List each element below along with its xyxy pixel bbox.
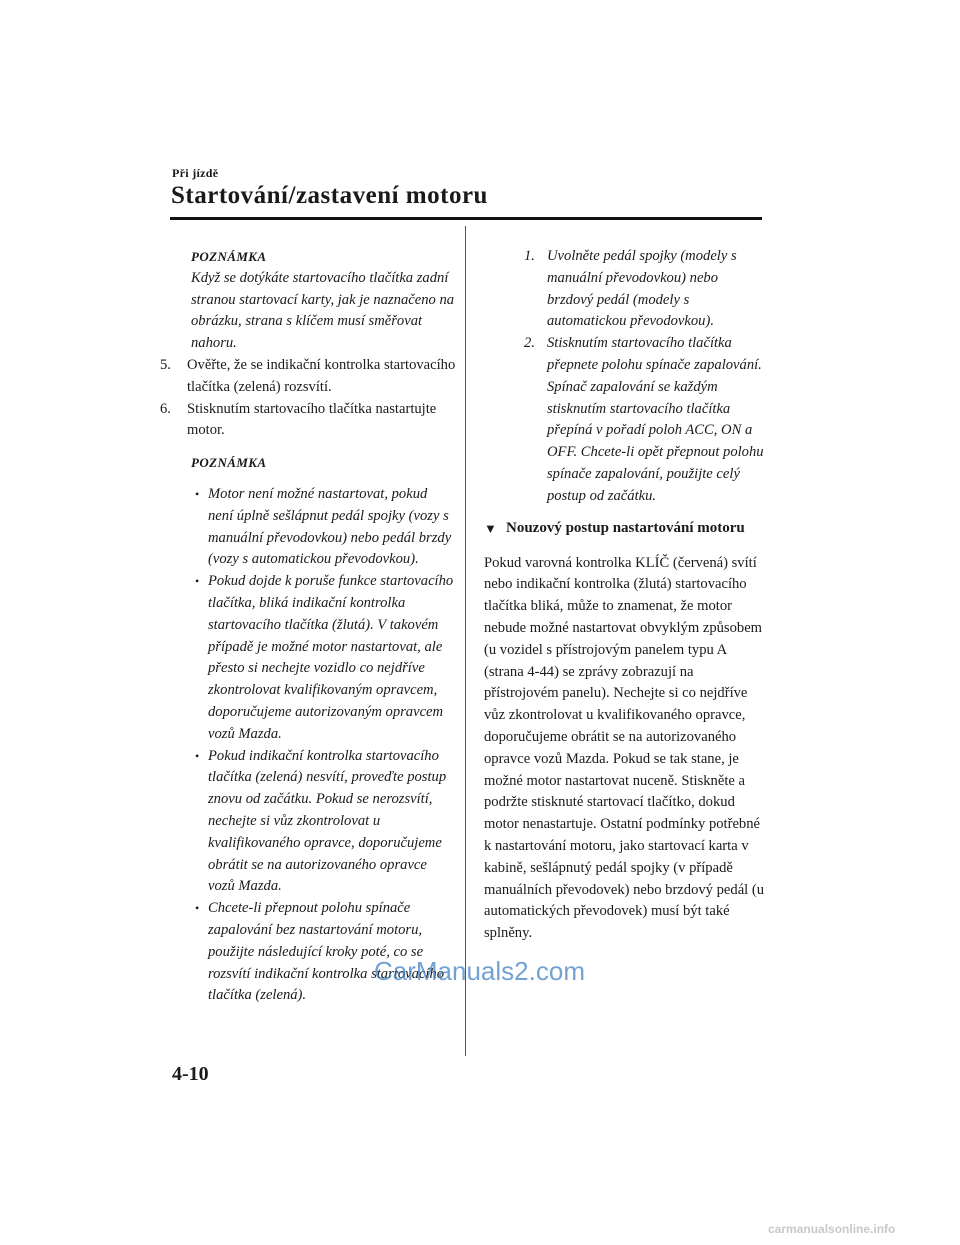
step-text: Ověřte, že se indikační kontrolka startovacího tlačítka (zelená) rozsvítí. [187, 356, 456, 395]
note-block [160, 452, 456, 474]
bullet-dot-icon: • [195, 574, 200, 589]
note-text: Když se dotýkáte startovacího tlačítka zadní stranou startovací karty, jak je naznačeno na obrázku, strana s klíčem musí směřovat nahoru. [191, 269, 455, 352]
bullet-text: Chcete-li přepnout polohu spínače zapalování bez nastartování motoru, použijte následující kroky poté, co se rozsvítí indikační kontrolka startovacího tlačítka (zelená). [208, 900, 445, 1004]
subheading-text: Nouzový postup nastartování motoru [506, 519, 745, 536]
column-divider [465, 226, 466, 1056]
note-bullet [191, 571, 456, 745]
note-bullet [191, 746, 456, 899]
bullet-dot-icon: • [195, 748, 200, 763]
step-item [160, 399, 456, 443]
title-rule [170, 217, 762, 220]
bullet-dot-icon: • [195, 486, 200, 501]
bullet-text: Motor není možné nastartovat, pokud není úplně sešlápnut pedál spojky (vozy s manuální převodovkou) nebo pedál brzdy (vozy s automatickou převodovkou). [208, 485, 452, 568]
step-item [160, 355, 456, 399]
bullet-text: Pokud dojde k poruše funkce startovacího tlačítka, bliká indikační kontrolka startovacího tlačítka (žlutá). V takovém případě je možné motor nastartovat, ale přesto si nechejte vozidlo co nejdříve zkontrolovat kvalifikovaným opravcem, doporučujeme autorizovaným opravcem vozů Mazda. [208, 573, 454, 742]
page-title: Startování/zastavení motoru [171, 182, 488, 209]
note-bullet [191, 898, 456, 1007]
left-column [160, 246, 456, 1007]
note-bullet [191, 484, 456, 571]
step-number: 5. [160, 356, 171, 373]
sub-step-text: Stisknutím startovacího tlačítka přepnete polohu spínače zapalování. Spínač zapalování se každým stisknutím startovacího tlačítka přepíná v pořadí poloh ACC, ON a OFF. Chcete-li opět přepnout polohu spínače zapalování, použijte celý postup od začátku. [547, 335, 764, 504]
sub-step-number: 2. [524, 335, 535, 352]
note-heading: POZNÁMKA [191, 455, 267, 471]
watermark-logo: CarManuals2.com [374, 956, 585, 986]
step-number: 6. [160, 400, 171, 417]
body-paragraph: Pokud varovná kontrolka KLÍČ (červená) svítí nebo indikační kontrolka (žlutá) startovacího tlačítka bliká, může to znamenat, že motor nebude možné nastartovat obvyklým způsobem (u vozidel s přístrojovým panelem typu A (strana 4-44) se zprávy zobrazují na přístrojovém panelu). Nechejte si co nejdříve vůz zkontrolovat u kvalifikovaného opravce, doporučujeme obrátit se na autorizovaného opravce vozů Mazda. Pokud se tak stane, je možné motor nastartovat nuceně. Stiskněte a podržte stisknuté startovací tlačítko, dokud motor nenastartuje. Ostatní podmínky potřebné k nastartování motoru, jako startovací karta v kabině, sešlápnutý pedál spojky (v případě manuálních převodovek) nebo brzdový pedál (u automatických převodovek) musí být také splněny. [484, 554, 765, 942]
sub-step-item [484, 333, 766, 507]
sub-step-text: Uvolněte pedál spojky (modely s manuální převodovkou) nebo brzdový pedál (modely s automatickou převodovkou). [547, 248, 737, 330]
section-subheading [484, 518, 766, 539]
note-heading: POZNÁMKA [191, 249, 267, 264]
triangle-down-icon: ▼ [484, 520, 497, 536]
footer-site-text: carmanualsonline.info [768, 1222, 896, 1236]
page-number: 4-10 [172, 1063, 209, 1085]
bullet-dot-icon: • [195, 901, 200, 916]
step-text: Stisknutím startovacího tlačítka nastartujte motor. [187, 400, 437, 439]
sub-step-item [484, 246, 766, 333]
section-label: Při jízdě [172, 166, 219, 180]
bullet-text: Pokud indikační kontrolka startovacího tlačítka (zelená) nesvítí, proveďte postup znovu od začátku. Pokud se nerozsvítí, nechejte si vůz zkontrolovat u kvalifikovaného opravce, doporučujeme obrátit se na autorizovaného opravce vozů Mazda. [208, 747, 447, 895]
note-bullet-list [160, 484, 456, 1007]
sub-step-number: 1. [524, 248, 535, 264]
right-column [484, 246, 766, 945]
note-block [160, 246, 456, 355]
